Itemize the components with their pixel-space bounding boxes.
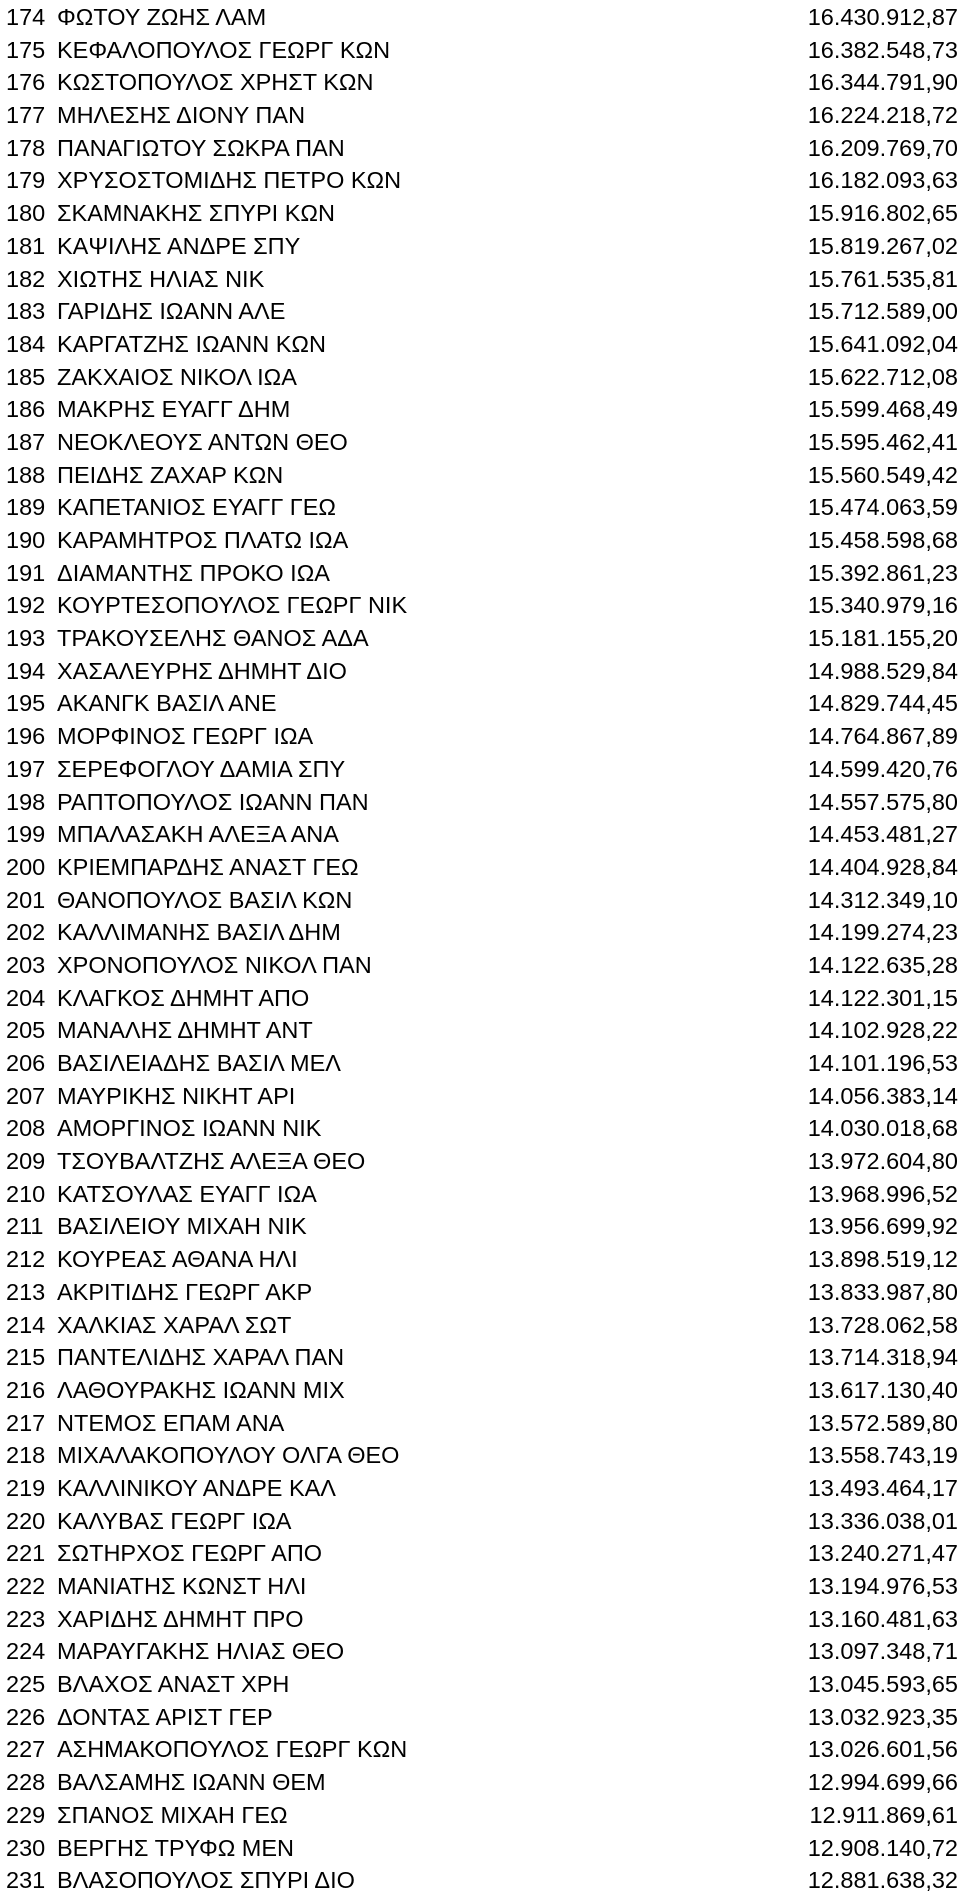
list-item	[0, 1733, 960, 1766]
amount-value: 14.122.635,28	[807, 951, 958, 978]
rank-number: 201	[6, 886, 46, 913]
amount-value: 13.097.348,71	[807, 1638, 958, 1665]
person-name: ΤΣΟΥΒΑΛΤΖΗΣ ΑΛΕΞΑ ΘΕΟ	[57, 1148, 366, 1175]
amount-value: 14.988.529,84	[807, 657, 958, 684]
rank-number: 188	[6, 461, 46, 488]
person-name: ΚΑΡΓΑΤΖΗΣ ΙΩΑΝΝ ΚΩΝ	[57, 330, 326, 357]
amount-value: 15.560.549,42	[807, 461, 958, 488]
person-name: ΜΙΧΑΛΑΚΟΠΟΥΛΟΥ ΟΛΓΑ ΘΕΟ	[57, 1442, 400, 1469]
amount-value: 15.761.535,81	[807, 265, 958, 292]
person-name: ΜΑΡΑΥΓΑΚΗΣ ΗΛΙΑΣ ΘΕΟ	[57, 1638, 345, 1665]
rank-number: 223	[6, 1605, 46, 1632]
list-item	[0, 1472, 960, 1505]
amount-value: 13.045.593,65	[807, 1671, 958, 1698]
rank-number: 216	[6, 1376, 46, 1403]
rank-number: 190	[6, 527, 46, 553]
rank-number: 200	[6, 853, 46, 880]
rank-number: 212	[6, 1246, 46, 1273]
person-name: ΣΕΡΕΦΟΓΛΟΥ ΔΑΜΙΑ ΣΠΥ	[57, 755, 346, 782]
rank-number: 186	[6, 396, 46, 423]
amount-value: 12.911.869,61	[809, 1801, 958, 1828]
rank-number: 176	[6, 69, 46, 96]
list-item	[0, 1080, 960, 1113]
list-item	[0, 1047, 960, 1080]
rank-number: 193	[6, 625, 46, 652]
person-name: ΔΟΝΤΑΣ ΑΡΙΣΤ ΓΕΡ	[57, 1703, 273, 1730]
person-name: ΣΚΑΜΝΑΚΗΣ ΣΠΥΡΙ ΚΩΝ	[57, 200, 335, 227]
list-item	[0, 1, 960, 34]
amount-value: 16.430.912,87	[807, 4, 958, 30]
amount-value: 15.819.267,02	[807, 232, 958, 259]
amount-value: 15.916.802,65	[807, 200, 958, 227]
rank-number: 215	[6, 1344, 46, 1371]
person-name: ΜΗΛΕΣΗΣ ΔΙΟΝΥ ΠΑΝ	[57, 102, 306, 129]
amount-value: 13.972.604,80	[807, 1148, 958, 1175]
person-name: ΧΙΩΤΗΣ ΗΛΙΑΣ ΝΙΚ	[57, 265, 265, 292]
amount-value: 15.392.861,23	[807, 559, 958, 586]
amount-value: 16.224.218,72	[807, 102, 958, 129]
list-item	[0, 426, 960, 459]
amount-value: 13.956.699,92	[807, 1213, 958, 1240]
amount-value: 16.209.769,70	[807, 134, 958, 161]
rank-number: 217	[6, 1409, 46, 1436]
list-item	[0, 393, 960, 426]
person-name: ΚΑΨΙΛΗΣ ΑΝΔΡΕ ΣΠΥ	[57, 232, 301, 259]
list-item	[0, 295, 960, 328]
rank-number: 225	[6, 1671, 46, 1698]
person-name: ΡΑΠΤΟΠΟΥΛΟΣ ΙΩΑΝΝ ΠΑΝ	[57, 788, 369, 815]
rank-number: 178	[6, 134, 46, 161]
list-item	[0, 1341, 960, 1374]
amount-value: 15.595.462,41	[807, 428, 958, 455]
rank-number: 229	[6, 1801, 46, 1828]
rank-number: 185	[6, 363, 46, 390]
amount-value: 13.493.464,17	[807, 1474, 958, 1501]
person-name: ΚΟΥΡΤΕΣΟΠΟΥΛΟΣ ΓΕΩΡΓ ΝΙΚ	[57, 592, 408, 619]
amount-value: 14.599.420,76	[807, 755, 958, 782]
rank-number: 228	[6, 1769, 46, 1796]
person-name: ΚΕΦΑΛΟΠΟΥΛΟΣ ΓΕΩΡΓ ΚΩΝ	[57, 36, 391, 63]
amount-value: 15.712.589,00	[807, 298, 958, 325]
list-item	[0, 1439, 960, 1472]
amount-value: 13.714.318,94	[807, 1344, 958, 1371]
amount-value: 12.994.699,66	[807, 1769, 958, 1796]
list-item	[0, 1178, 960, 1211]
person-name: ΚΡΙΕΜΠΑΡΔΗΣ ΑΝΑΣΤ ΓΕΩ	[57, 853, 359, 880]
amount-value: 14.056.383,14	[807, 1082, 958, 1109]
list-item	[0, 982, 960, 1015]
list-item	[0, 34, 960, 67]
rank-number: 174	[6, 4, 46, 30]
amount-value: 14.557.575,80	[807, 788, 958, 815]
amount-value: 15.599.468,49	[807, 396, 958, 423]
amount-value: 15.474.063,59	[807, 494, 958, 521]
amount-value: 14.199.274,23	[807, 919, 958, 946]
list-item	[0, 1799, 960, 1832]
list-item	[0, 1701, 960, 1734]
person-name: ΑΜΟΡΓΙΝΟΣ ΙΩΑΝΝ ΝΙΚ	[57, 1115, 322, 1142]
person-name: ΘΑΝΟΠΟΥΛΟΣ ΒΑΣΙΛ ΚΩΝ	[57, 886, 353, 913]
list-item	[0, 589, 960, 622]
person-name: ΧΡΥΣΟΣΤΟΜΙΔΗΣ ΠΕΤΡΟ ΚΩΝ	[57, 167, 402, 194]
list-item	[0, 753, 960, 786]
person-name: ΠΕΙΔΗΣ ΖΑΧΑΡ ΚΩΝ	[57, 461, 284, 488]
amount-value: 14.404.928,84	[807, 853, 958, 880]
rank-number: 204	[6, 984, 46, 1011]
list-item	[0, 1407, 960, 1440]
person-name: ΚΑΛΥΒΑΣ ΓΕΩΡΓ ΙΩΑ	[57, 1507, 292, 1534]
amount-value: 12.881.638,32	[807, 1867, 958, 1894]
rank-number: 199	[6, 821, 46, 848]
amount-value: 14.829.744,45	[807, 690, 958, 717]
rank-number: 198	[6, 788, 46, 815]
list-item	[0, 622, 960, 655]
person-name: ΜΟΡΦΙΝΟΣ ΓΕΩΡΓ ΙΩΑ	[57, 723, 314, 750]
person-name: ΒΛΑΣΟΠΟΥΛΟΣ ΣΠΥΡΙ ΔΙΟ	[57, 1867, 355, 1894]
rank-number: 179	[6, 167, 46, 194]
list-item	[0, 459, 960, 492]
rank-number: 175	[6, 36, 46, 63]
person-name: ΒΑΣΙΛΕΙΟΥ ΜΙΧΑΗ ΝΙΚ	[57, 1213, 307, 1240]
list-item	[0, 263, 960, 296]
amount-value: 13.617.130,40	[807, 1376, 958, 1403]
amount-value: 13.026.601,56	[807, 1736, 958, 1763]
person-name: ΚΟΥΡΕΑΣ ΑΘΑΝΑ ΗΛΙ	[57, 1246, 298, 1273]
list-item	[0, 1112, 960, 1145]
rank-number: 211	[6, 1213, 44, 1240]
person-name: ΓΑΡΙΔΗΣ ΙΩΑΝΝ ΑΛΕ	[57, 298, 286, 325]
list-item	[0, 1014, 960, 1047]
amount-value: 12.908.140,72	[807, 1834, 958, 1861]
person-name: ΧΑΣΑΛΕΥΡΗΣ ΔΗΜΗΤ ΔΙΟ	[57, 657, 347, 684]
list-item	[0, 524, 960, 557]
person-name: ΧΡΟΝΟΠΟΥΛΟΣ ΝΙΚΟΛ ΠΑΝ	[57, 951, 372, 978]
rank-number: 227	[6, 1736, 46, 1763]
person-name: ΦΩΤΟΥ ΖΩΗΣ ΛΑΜ	[57, 4, 267, 30]
amount-value: 14.101.196,53	[807, 1050, 958, 1076]
rank-number: 196	[6, 723, 46, 750]
rank-number: 218	[6, 1442, 46, 1469]
amount-value: 13.336.038,01	[807, 1507, 958, 1534]
rank-number: 203	[6, 951, 46, 978]
list-item	[0, 1243, 960, 1276]
amount-value: 16.382.548,73	[807, 36, 958, 63]
list-item	[0, 557, 960, 590]
person-name: ΚΑΛΛΙΜΑΝΗΣ ΒΑΣΙΛ ΔΗΜ	[57, 919, 341, 946]
rank-number: 183	[6, 298, 46, 325]
rank-number: 210	[6, 1180, 46, 1207]
list-item	[0, 1145, 960, 1178]
list-item	[0, 1864, 960, 1897]
rank-number: 208	[6, 1115, 46, 1142]
person-name: ΝΕΟΚΛΕΟΥΣ ΑΝΤΩΝ ΘΕΟ	[57, 428, 348, 455]
amount-value: 13.833.987,80	[807, 1278, 958, 1305]
rank-number: 197	[6, 755, 46, 782]
person-name: ΤΡΑΚΟΥΣΕΛΗΣ ΘΑΝΟΣ ΑΔΑ	[57, 625, 369, 652]
person-name: ΒΑΣΙΛΕΙΑΔΗΣ ΒΑΣΙΛ ΜΕΛ	[57, 1050, 341, 1076]
list-item	[0, 197, 960, 230]
person-name: ΚΩΣΤΟΠΟΥΛΟΣ ΧΡΗΣΤ ΚΩΝ	[57, 69, 374, 96]
amount-value: 13.728.062,58	[807, 1311, 958, 1338]
amount-value: 13.968.996,52	[807, 1180, 958, 1207]
person-name: ΑΣΗΜΑΚΟΠΟΥΛΟΣ ΓΕΩΡΓ ΚΩΝ	[57, 1736, 408, 1763]
list-item	[0, 1668, 960, 1701]
rank-number: 177	[6, 102, 46, 129]
person-name: ΠΑΝΤΕΛΙΔΗΣ ΧΑΡΑΛ ΠΑΝ	[57, 1344, 345, 1371]
list-item	[0, 818, 960, 851]
amount-value: 15.458.598,68	[807, 527, 958, 553]
person-name: ΚΑΛΛΙΝΙΚΟΥ ΑΝΔΡΕ ΚΑΛ	[57, 1474, 336, 1501]
person-name: ΣΠΑΝΟΣ ΜΙΧΑΗ ΓΕΩ	[57, 1801, 288, 1828]
person-name: ΒΕΡΓΗΣ ΤΡΥΦΩ ΜΕΝ	[57, 1834, 295, 1861]
amount-value: 14.102.928,22	[807, 1017, 958, 1044]
list-item	[0, 851, 960, 884]
amount-value: 15.622.712,08	[807, 363, 958, 390]
list-item	[0, 1276, 960, 1309]
person-name: ΝΤΕΜΟΣ ΕΠΑΜ ΑΝΑ	[57, 1409, 285, 1436]
list-item	[0, 99, 960, 132]
list-item	[0, 884, 960, 917]
amount-value: 16.182.093,63	[807, 167, 958, 194]
list-item	[0, 916, 960, 949]
rank-number: 181	[6, 232, 46, 259]
rank-number: 209	[6, 1148, 46, 1175]
list-item	[0, 66, 960, 99]
rank-number: 202	[6, 919, 46, 946]
amount-value: 13.898.519,12	[807, 1246, 958, 1273]
person-name: ΒΛΑΧΟΣ ΑΝΑΣΤ ΧΡΗ	[57, 1671, 290, 1698]
list-item	[0, 1635, 960, 1668]
person-name: ΚΑΤΣΟΥΛΑΣ ΕΥΑΓΓ ΙΩΑ	[57, 1180, 317, 1207]
rank-number: 184	[6, 330, 46, 357]
person-name: ΜΑΝΑΛΗΣ ΔΗΜΗΤ ΑΝΤ	[57, 1017, 313, 1044]
rank-number: 231	[6, 1867, 46, 1894]
rank-number: 182	[6, 265, 46, 292]
rank-number: 195	[6, 690, 46, 717]
list-item	[0, 1603, 960, 1636]
amount-value: 13.572.589,80	[807, 1409, 958, 1436]
amount-value: 14.122.301,15	[807, 984, 958, 1011]
list-item	[0, 1766, 960, 1799]
list-item	[0, 491, 960, 524]
rank-number: 189	[6, 494, 46, 521]
person-name: ΧΑΛΚΙΑΣ ΧΑΡΑΛ ΣΩΤ	[57, 1311, 292, 1338]
rank-number: 192	[6, 592, 46, 619]
list-item	[0, 786, 960, 819]
rank-number: 206	[6, 1050, 46, 1076]
amount-value: 13.032.923,35	[807, 1703, 958, 1730]
person-name: ΣΩΤΗΡΧΟΣ ΓΕΩΡΓ ΑΠΟ	[57, 1540, 323, 1567]
rank-number: 191	[6, 559, 46, 586]
amount-value: 15.641.092,04	[807, 330, 958, 357]
person-name: ΜΑΥΡΙΚΗΣ ΝΙΚΗΤ ΑΡΙ	[57, 1082, 296, 1109]
rank-number: 222	[6, 1573, 46, 1599]
person-name: ΔΙΑΜΑΝΤΗΣ ΠΡΟΚΟ ΙΩΑ	[57, 559, 330, 586]
amount-value: 14.030.018,68	[807, 1115, 958, 1142]
person-name: ΚΑΡΑΜΗΤΡΟΣ ΠΛΑΤΩ ΙΩΑ	[57, 527, 349, 553]
person-name: ΚΛΑΓΚΟΣ ΔΗΜΗΤ ΑΠΟ	[57, 984, 310, 1011]
person-name: ΑΚΡΙΤΙΔΗΣ ΓΕΩΡΓ ΑΚΡ	[57, 1278, 313, 1305]
person-name: ΜΠΑΛΑΣΑΚΗ ΑΛΕΞΑ ΑΝΑ	[57, 821, 339, 848]
amount-value: 15.340.979,16	[807, 592, 958, 619]
person-name: ΚΑΠΕΤΑΝΙΟΣ ΕΥΑΓΓ ΓΕΩ	[57, 494, 336, 521]
list-item	[0, 655, 960, 688]
person-name: ΖΑΚΧΑΙΟΣ ΝΙΚΟΛ ΙΩΑ	[57, 363, 297, 390]
person-name: ΑΚΑΝΓΚ ΒΑΣΙΛ ΑΝΕ	[57, 690, 277, 717]
list-item	[0, 1505, 960, 1538]
list-item	[0, 1309, 960, 1342]
amount-value: 13.194.976,53	[807, 1573, 958, 1599]
list-item	[0, 1832, 960, 1865]
rank-number: 226	[6, 1703, 46, 1730]
list-item	[0, 132, 960, 165]
person-name: ΜΑΝΙΑΤΗΣ ΚΩΝΣΤ ΗΛΙ	[57, 1573, 307, 1599]
amount-value: 13.558.743,19	[807, 1442, 958, 1469]
list-item	[0, 164, 960, 197]
person-name: ΜΑΚΡΗΣ ΕΥΑΓΓ ΔΗΜ	[57, 396, 291, 423]
rank-number: 205	[6, 1017, 46, 1044]
amount-value: 14.453.481,27	[807, 821, 958, 848]
rank-number: 213	[6, 1278, 46, 1305]
amount-value: 16.344.791,90	[807, 69, 958, 96]
rank-number: 194	[6, 657, 46, 684]
list-item	[0, 720, 960, 753]
person-name: ΧΑΡΙΔΗΣ ΔΗΜΗΤ ΠΡΟ	[57, 1605, 304, 1632]
list-item	[0, 1570, 960, 1603]
rank-number: 180	[6, 200, 46, 227]
amount-value: 13.160.481,63	[807, 1605, 958, 1632]
list-item	[0, 230, 960, 263]
amount-value: 15.181.155,20	[807, 625, 958, 652]
rank-number: 219	[6, 1474, 46, 1501]
rank-number: 221	[6, 1540, 46, 1567]
list-item	[0, 1210, 960, 1243]
rank-number: 220	[6, 1507, 46, 1534]
list-item	[0, 1537, 960, 1570]
rank-number: 224	[6, 1638, 46, 1665]
person-name: ΛΑΘΟΥΡΑΚΗΣ ΙΩΑΝΝ ΜΙΧ	[57, 1376, 345, 1403]
rank-number: 207	[6, 1082, 46, 1109]
amount-value: 14.312.349,10	[807, 886, 958, 913]
person-name: ΠΑΝΑΓΙΩΤΟΥ ΣΩΚΡΑ ΠΑΝ	[57, 134, 345, 161]
person-name: ΒΑΛΣΑΜΗΣ ΙΩΑΝΝ ΘΕΜ	[57, 1769, 326, 1796]
list-item	[0, 687, 960, 720]
rank-number: 214	[6, 1311, 46, 1338]
rank-number: 230	[6, 1834, 46, 1861]
amount-value: 14.764.867,89	[807, 723, 958, 750]
amount-value: 13.240.271,47	[807, 1540, 958, 1567]
list-item	[0, 361, 960, 394]
rank-number: 187	[6, 428, 46, 455]
list-item	[0, 949, 960, 982]
list-item	[0, 1374, 960, 1407]
list-item	[0, 328, 960, 361]
